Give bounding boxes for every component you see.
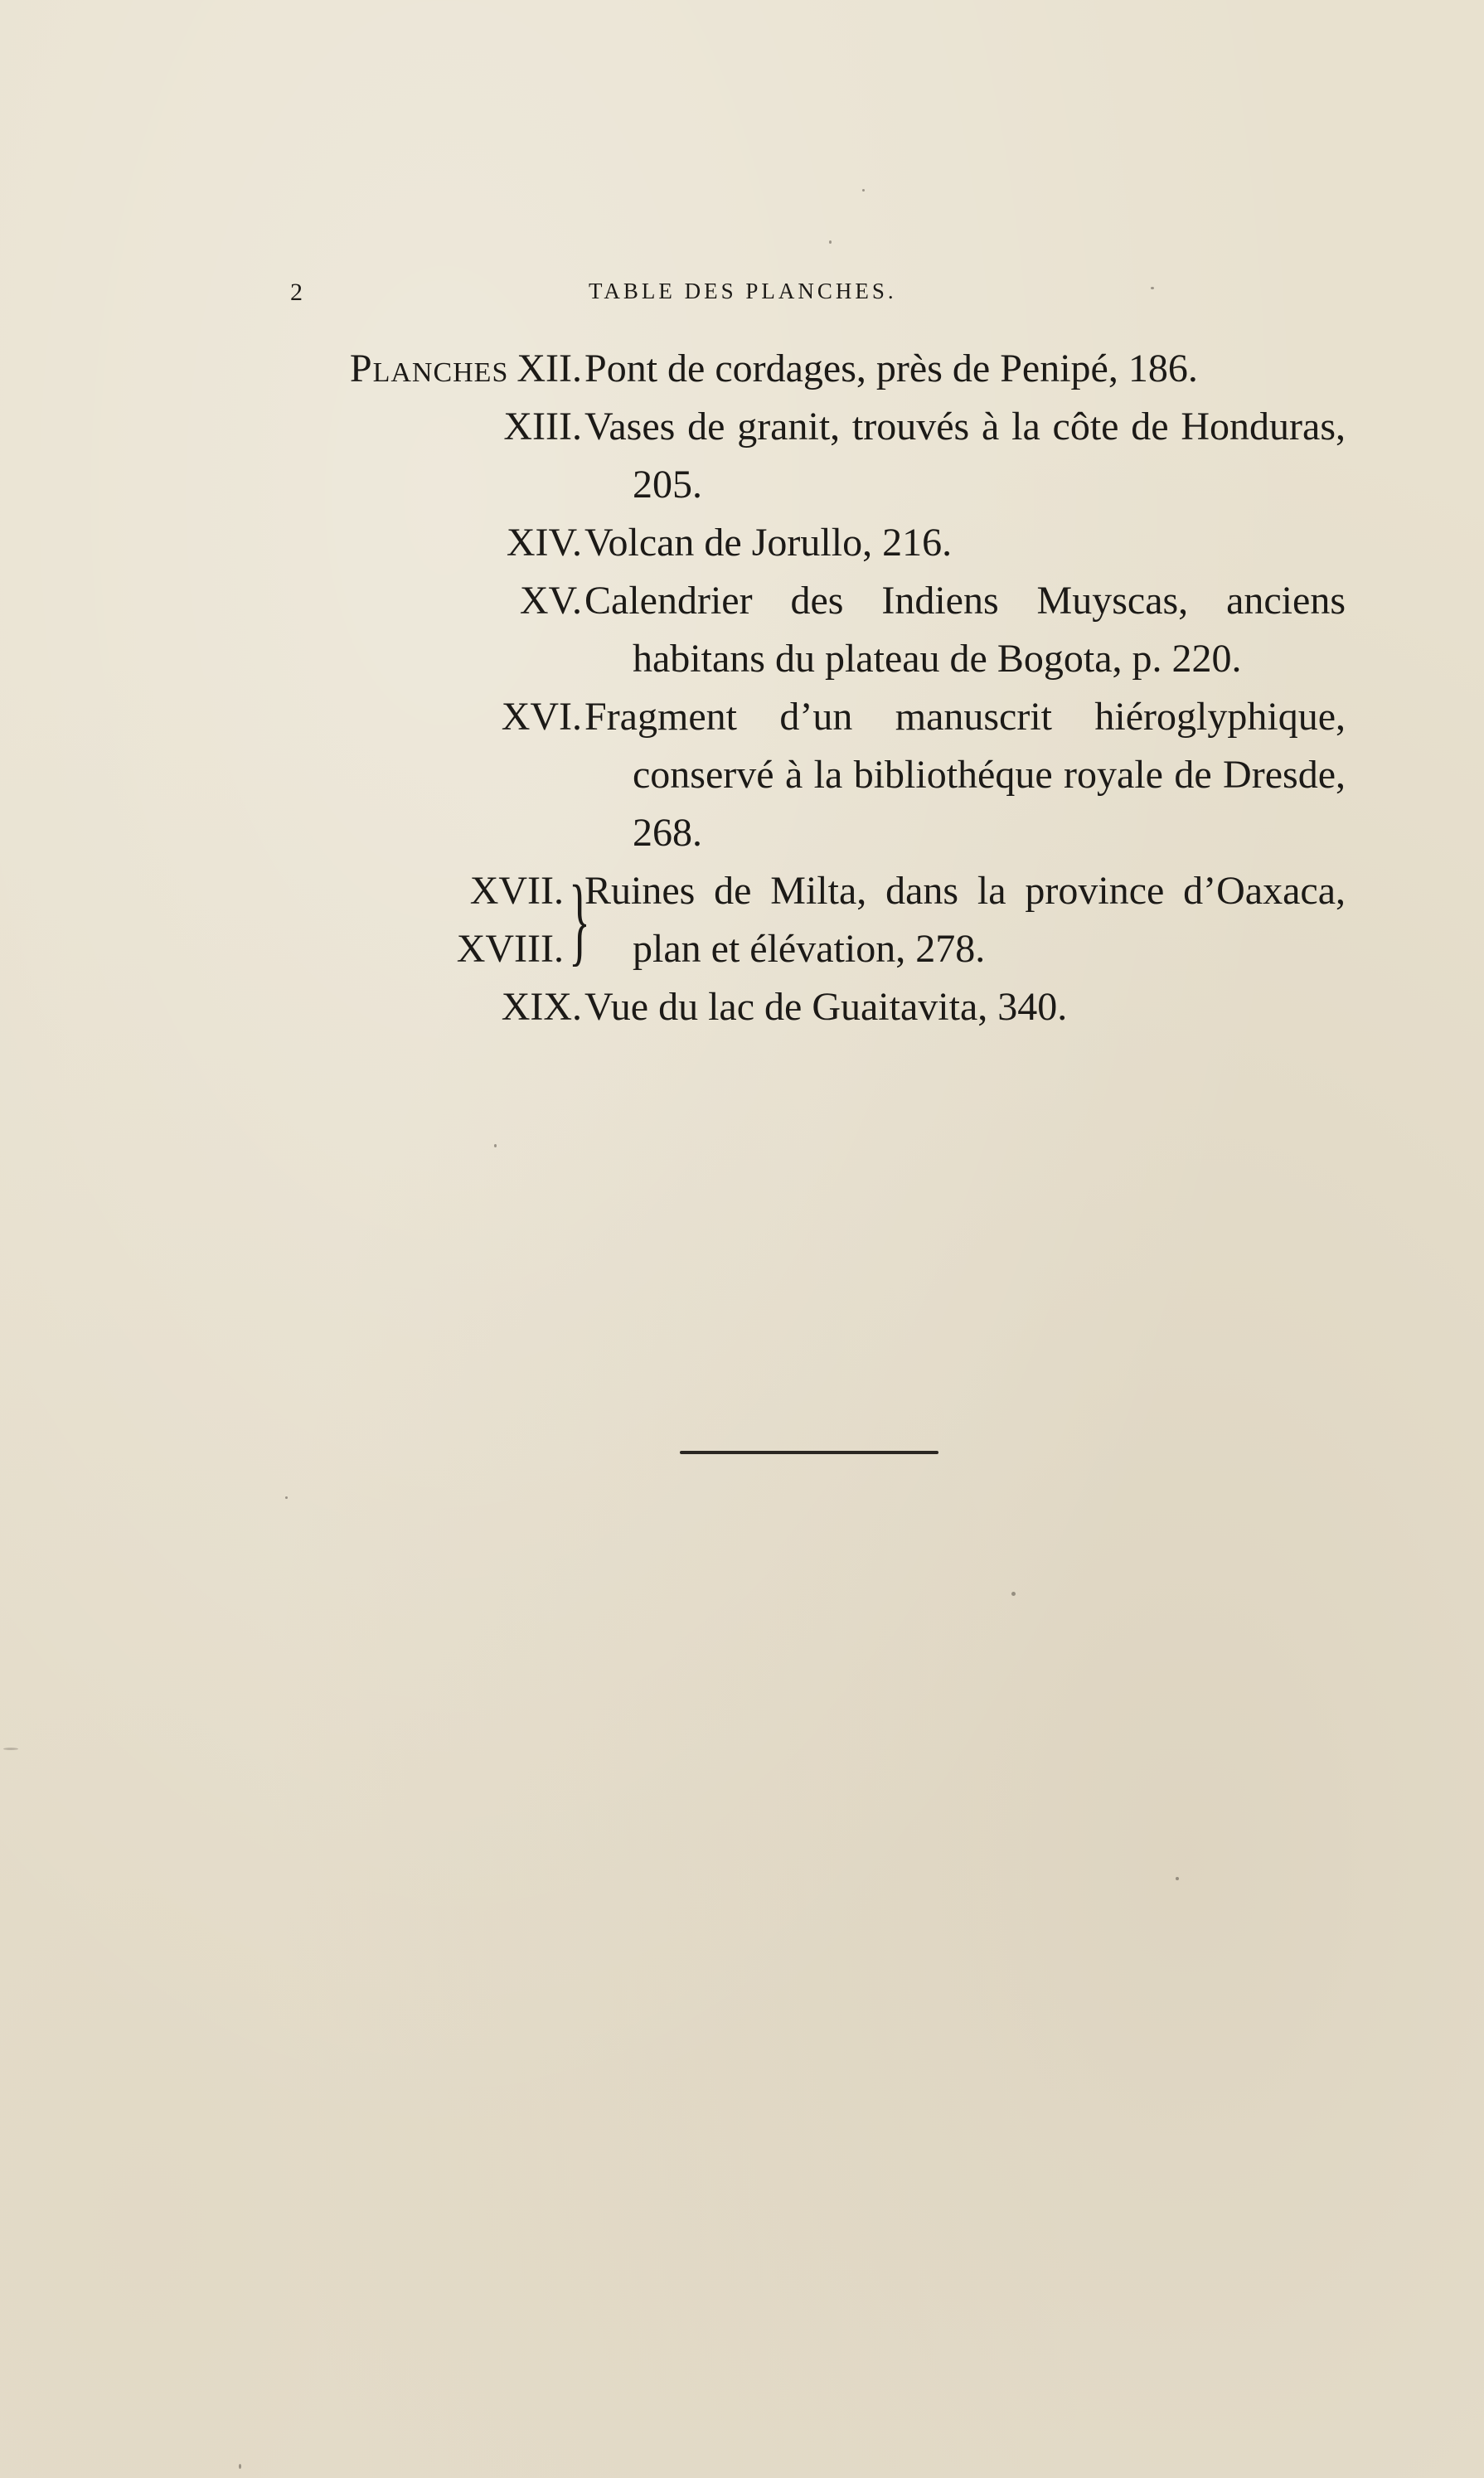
plate-description: Vases de granit, trouvés à la côte de Honduras, 205. — [584, 405, 1346, 507]
paper-speck — [239, 2464, 241, 2469]
plate-description: Pont de cordages, près de Penipé, 186. — [584, 347, 1198, 390]
paper-speck — [3, 1748, 18, 1750]
plate-description: Vue du lac de Guaitavita, 340. — [584, 985, 1068, 1029]
plate-numeral: XIX. — [501, 985, 582, 1029]
paper-speck — [494, 1144, 497, 1147]
plate-entry-group — [290, 862, 1368, 978]
plates-list — [290, 340, 1368, 1036]
plate-numeral: XVIII. — [456, 927, 564, 971]
closing-rule — [680, 1451, 938, 1454]
paper-speck — [829, 240, 832, 244]
plate-entry — [290, 514, 1368, 572]
plate-label — [290, 340, 582, 398]
plate-numeral: XVII. — [469, 869, 564, 913]
plate-entry — [290, 688, 1368, 862]
brace-glyph: } — [569, 865, 590, 975]
plate-entry — [290, 572, 1368, 688]
plate-numeral: XV. — [519, 579, 582, 623]
plate-description: Volcan de Jorullo, 216. — [584, 521, 953, 565]
plate-description: Ruines de Milta, dans la province d’Oaxaca, plan et élévation, 278. — [584, 869, 1346, 971]
plate-numeral: XIII. — [503, 405, 582, 449]
paper-speck — [862, 189, 865, 192]
plate-numeral-group — [290, 862, 564, 978]
paper-speck — [285, 1496, 288, 1499]
paper-speck — [1176, 1877, 1179, 1880]
running-title: TABLE DES PLANCHES. — [589, 279, 897, 303]
paper-speck — [1011, 1592, 1016, 1596]
plate-numeral: XII. — [516, 347, 582, 390]
plate-entry — [290, 978, 1368, 1036]
plate-numeral: XVI. — [501, 695, 582, 739]
page-number: 2 — [290, 279, 305, 306]
plate-description: Fragment d’un manuscrit hiéroglyphique, conservé à la bibliothéque royale de Dresde, 268. — [584, 695, 1346, 855]
running-header — [290, 279, 1335, 312]
plate-description: Calendrier des Indiens Muyscas, anciens habitans du plateau de Bogota, p. 220. — [584, 579, 1346, 681]
plate-entry — [290, 340, 1368, 398]
plate-entry — [290, 398, 1368, 514]
planches-word: Planches — [349, 347, 509, 390]
plate-numeral: XIV. — [506, 521, 582, 565]
